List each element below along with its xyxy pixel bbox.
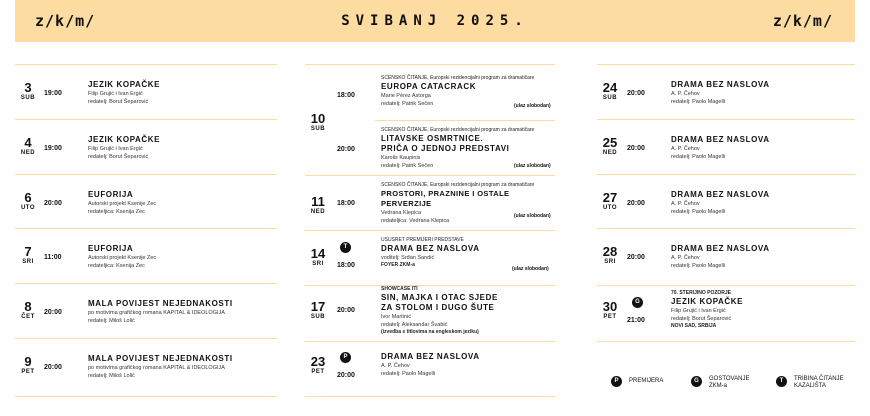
event-info: DRAMA BEZ NASLOVA A. P. Čehov redatelj: Paolo Magelli (671, 244, 770, 269)
separator (305, 396, 555, 397)
event-time: 18:00 (337, 92, 355, 99)
date-10: 10 SUB (310, 111, 326, 132)
tribina-badge-icon: T (340, 242, 351, 253)
separator (597, 119, 855, 120)
gostovanje-badge-icon: G (691, 376, 702, 387)
date-14: 14 SRI (310, 246, 326, 267)
event-time: 20:00 (627, 90, 645, 97)
event-time: 20:00 (627, 145, 645, 152)
separator (597, 64, 855, 65)
event-info: DRAMA BEZ NASLOVA A. P. Čehov redatelj: Paolo Magelli (671, 190, 770, 215)
date-23: 23 PET (310, 354, 326, 375)
legend-text: TRIBINA ČITANJE KAZALIŠTA (794, 376, 844, 389)
date-25: 25 NED (602, 135, 618, 156)
zkm-logo-left: z/k/m/ (35, 12, 96, 30)
free-entry: (ulaz slobodan) (514, 163, 551, 169)
date-7: 7 SRI (22, 244, 34, 265)
event-time: 20:00 (627, 254, 645, 261)
event-time: 19:00 (44, 90, 62, 97)
event-time: 20:00 (337, 146, 355, 153)
separator (15, 174, 277, 175)
event-info: JEZIK KOPAČKE Filip Grujić i Ivan Ergić redatelj: Borut Šeparović (88, 135, 161, 160)
event-time: 19:00 (44, 145, 62, 152)
event-litavske-osmrtnice: SCENSKO ČITANJE, Europski rezidencijalni program za dramatičare LITAVSKE OSMRTNICE. PRIČA O JEDNOJ PREDSTAVI Karolis Kaupinis redatelj: Patrik Sečen (381, 127, 535, 169)
event-info: JEZIK KOPAČKE Filip Grujić i Ivan Ergić redatelj: Borut Šeparović (88, 80, 161, 105)
event-info: MALA POVIJEST NEJEDNAKOSTI po motivima grafičkog romana KAPITAL & IDEOLOGIJA redatelj: Miloš Lolić (88, 354, 233, 379)
separator (15, 396, 277, 397)
legend-text: PREMIJERA (629, 378, 664, 384)
premijera-badge-icon: P (611, 376, 622, 387)
date-6: 6 UTO (20, 190, 36, 211)
separator (305, 230, 555, 231)
separator (597, 285, 855, 286)
separator (597, 174, 855, 175)
zkm-logo-right: z/k/m/ (772, 12, 833, 30)
separator (375, 120, 555, 121)
free-entry: (ulaz slobodan) (514, 213, 551, 219)
event-info: MALA POVIJEST NEJEDNAKOSTI po motivima grafičkog romana KAPITAL & IDEOLOGIJA redatelj: Miloš Lolić (88, 299, 233, 324)
event-prostori-praznine: SCENSKO ČITANJE, Europski rezidencijalni program za dramatičare PROSTORI, PRAZNINE I OSTALE PERVERZIJE Vedrana Klepica redateljica: Vedrana Klepica (381, 182, 535, 224)
event-europa-catacrack: SCENSKO ČITANJE, Europski rezidencijalni program za dramatičare EUROPA CATACRACK Marie Pérez Astorga redatelj: Patrik Sečen (381, 75, 535, 107)
date-24: 24 SUB (602, 80, 618, 101)
event-time: 20:00 (337, 307, 355, 314)
separator (305, 64, 555, 65)
event-time: 20:00 (44, 309, 62, 316)
header-band (15, 0, 855, 42)
date-27: 27 UTO (602, 190, 618, 211)
free-entry: (ulaz slobodan) (514, 103, 551, 109)
separator (15, 119, 277, 120)
event-info: DRAMA BEZ NASLOVA A. P. Čehov redatelj: Paolo Magelli (671, 135, 770, 160)
separator (305, 341, 555, 342)
event-time: 18:00 (337, 200, 355, 207)
date-11: 11 NED (310, 194, 326, 215)
event-info: EUFORIJA Autorski projekt Ksenije Zec redateljica: Ksenija Zec (88, 244, 157, 269)
date-3: 3 SUB (20, 80, 36, 101)
separator (597, 228, 855, 229)
legend-text: GOSTOVANJE ZKM-a (709, 376, 750, 389)
event-time: 20:00 (44, 364, 62, 371)
gostovanje-badge-icon: G (632, 297, 643, 308)
event-time: 20:00 (44, 200, 62, 207)
separator (15, 283, 277, 284)
premijera-badge-icon: P (340, 352, 351, 363)
date-4: 4 NED (20, 135, 36, 156)
date-17: 17 SUB (310, 299, 326, 320)
separator (15, 338, 277, 339)
date-30: 30 PET (602, 299, 618, 320)
date-8: 8 ČET (21, 299, 35, 320)
event-drama-bez-naslova-tribina: USUSRET PREMIJERI PREDSTAVE DRAMA BEZ NASLOVA voditelj: Srđan Sandić FOYER ZKM-a (381, 237, 480, 268)
event-time: 11:00 (44, 254, 62, 261)
event-info: 70. STERIJINO POZORJE JEZIK KOPAČKE Filip Grujić i Ivan Ergić redatelj: Borut Šeparović NOVI SAD, SRBIJA (671, 290, 744, 329)
event-time: 20:00 (627, 200, 645, 207)
separator (597, 341, 855, 342)
event-sin-majka-i-otac: SHOWCASE ITI SIN, MAJKA I OTAC SJEDE ZA STOLOM I DUGO ŠUTE Ivor Martinić redatelj: Aleksandar Švabić (izvedba s titlovima na engleskom jeziku) (381, 286, 498, 335)
page-title: SVIBANJ 2025. (341, 13, 529, 29)
date-28: 28 SRI (602, 244, 618, 265)
event-info: DRAMA BEZ NASLOVA A. P. Čehov redatelj: Paolo Magelli (671, 80, 770, 105)
event-drama-bez-naslova-premijera: DRAMA BEZ NASLOVA A. P. Čehov redatelj: Paolo Magelli (381, 352, 480, 377)
separator (305, 175, 555, 176)
event-time: 21:00 (627, 317, 645, 324)
free-entry: (ulaz slobodan) (512, 266, 549, 272)
separator (15, 64, 277, 65)
separator (15, 228, 277, 229)
event-time: 20:00 (337, 372, 355, 379)
event-time: 18:00 (337, 262, 355, 269)
date-9: 9 PET (21, 354, 35, 375)
event-info: EUFORIJA Autorski projekt Ksenije Zec redateljica: Ksenija Zec (88, 190, 157, 215)
tribina-badge-icon: T (776, 376, 787, 387)
